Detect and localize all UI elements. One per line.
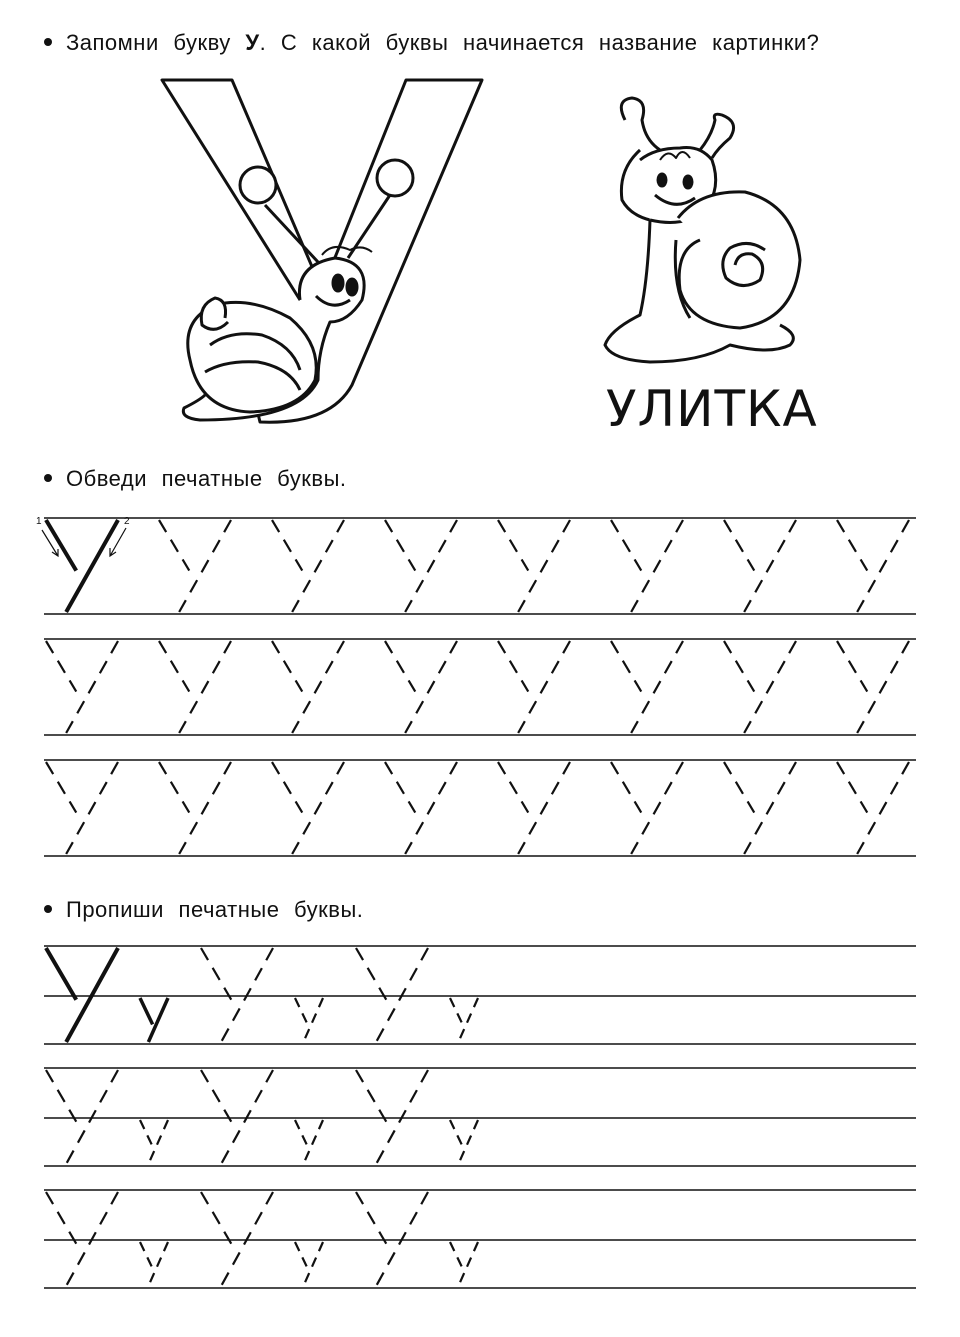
dashed-capital-u [356,948,428,1042]
dashed-letter-u [724,520,796,612]
dashed-capital-u [46,1192,118,1286]
dashed-letter-u [611,762,683,854]
dashed-capital-u [356,1192,428,1286]
dashed-small-u [450,998,478,1042]
dashed-capital-u [46,1070,118,1164]
dashed-letter-u [159,520,231,612]
dashed-letter-u [611,641,683,733]
dashed-letter-u [385,762,457,854]
instruction-text: Обведи печатные буквы. [66,466,347,491]
dashed-letter-u [46,641,118,733]
dashed-letter-u [498,520,570,612]
dashed-letter-u [837,762,909,854]
stroke-number-1: 1 [36,516,42,527]
snail-illustration [605,98,800,362]
dashed-letter-u [272,520,344,612]
write-letter-rows [44,946,916,1288]
dashed-small-u [140,1120,168,1164]
dashed-capital-u [356,1070,428,1164]
big-letter-u-illustration [162,80,482,422]
stroke-number-2: 2 [124,516,130,527]
dashed-letter-u [611,520,683,612]
dashed-letter-u [724,641,796,733]
highlighted-letter: У [245,30,260,55]
dashed-letter-u [498,762,570,854]
dashed-letter-u [46,762,118,854]
dashed-small-u [295,998,323,1042]
sample-small-u [140,998,168,1042]
dashed-small-u [295,1120,323,1164]
dashed-small-u [450,1120,478,1164]
sample-letter-u [46,520,118,612]
dashed-letter-u [498,641,570,733]
dashed-letter-u [272,762,344,854]
sample-capital-u [46,948,118,1042]
dashed-letter-u [272,641,344,733]
dashed-letter-u [159,641,231,733]
dashed-small-u [450,1242,478,1286]
dashed-letter-u [159,762,231,854]
dashed-letter-u [385,641,457,733]
dashed-small-u [295,1242,323,1286]
dashed-letter-u [837,641,909,733]
dashed-letter-u [837,520,909,612]
picture-word-label: УЛИТКА [606,380,818,438]
instruction-text: Пропиши печатные буквы. [66,897,364,922]
dashed-letter-u [724,762,796,854]
instruction-text: Запомни букву [66,30,246,55]
dashed-letter-u [385,520,457,612]
dashed-capital-u [201,1192,273,1286]
dashed-capital-u [201,948,273,1042]
instruction-text-end: . С какой буквы начинается название картинки? [259,30,820,55]
dashed-capital-u [201,1070,273,1164]
dashed-small-u [140,1242,168,1286]
trace-letter-rows [42,518,916,856]
